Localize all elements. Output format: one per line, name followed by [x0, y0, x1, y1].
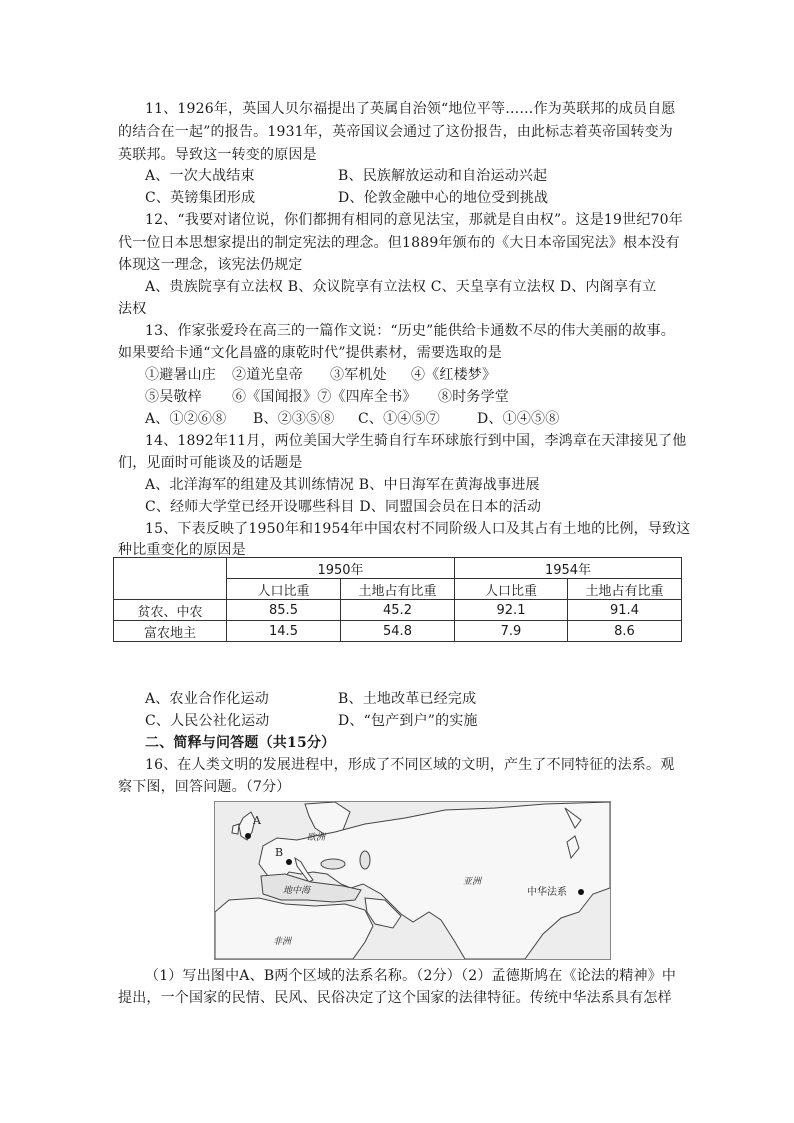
table-cell: 91.4: [568, 600, 682, 621]
legal-systems-map: [214, 801, 611, 960]
q13-item-3: ③军机处: [330, 367, 387, 383]
q13-item-2: ②道光皇帝: [232, 367, 303, 383]
q13-item-8: ⑧时务学堂: [438, 389, 509, 405]
q13-option-a: A、①②⑥⑧: [145, 411, 227, 427]
q12-stem-line-1: 12、“我要对诸位说，你们都拥有相同的意见法宝，那就是自由权”。这是19世纪70年: [145, 212, 683, 228]
section-2-heading: 二、简释与问答题（共15分）: [145, 735, 336, 751]
map-svg: [215, 802, 610, 959]
q12-options-tail: 法权: [118, 301, 147, 317]
china-marker: [578, 889, 584, 895]
map-label-a: A: [253, 814, 261, 827]
map-label-b: B: [275, 846, 284, 859]
q13-option-b: B、②③⑤⑧: [253, 411, 335, 427]
table-subheader: 土地占有比重: [568, 579, 682, 600]
q13-item-5: ⑤吴敬梓: [145, 389, 202, 405]
map-label-sea: 地中海: [283, 886, 311, 896]
table-row: [114, 600, 682, 621]
q13-option-c: C、①④⑤⑦: [358, 411, 440, 427]
q12-stem-line-2: 代一位日本思想家提出的制定宪法的理念。但1889年颁布的《大日本帝国宪法》根本没有: [118, 235, 680, 251]
table-cell: 92.1: [455, 600, 568, 621]
q13-stem-line-1: 13、作家张爱玲在高三的一篇作文说：“历史”能供给卡通数不尽的伟大美丽的故事。: [145, 323, 675, 339]
table-subheader: 土地占有比重: [341, 579, 455, 600]
table-header-row: [114, 558, 682, 579]
q16-sub-line-1: （1）写出图中A、B两个区域的法系名称。（2分）（2）孟德斯鸠在《论法的精神》中: [145, 968, 677, 984]
map-label-europe: 欧洲: [307, 833, 326, 843]
table-year-1954: 1954年: [455, 558, 682, 579]
q15-stem-line-2: 种比重变化的原因是: [118, 542, 246, 558]
q11-option-b: B、民族解放运动和自治运动兴起: [338, 168, 548, 184]
q16-stem-line-1: 16、在人类文明的发展进程中，形成了不同区域的文明，产生了不同特征的法系。观: [145, 757, 675, 773]
q16-sub-line-2: 提出，一个国家的民情、民风、民俗决定了这个国家的法律特征。传统中华法系具有怎样: [118, 990, 672, 1006]
q14-options-line-1: A、北洋海军的组建及其训练情况 B、中日海军在黄海战事进展: [145, 477, 540, 493]
q14-options-line-2: C、经师大学堂已经开设哪些科目 D、同盟国会员在日本的活动: [145, 499, 542, 515]
q12-options: A、贵族院享有立法权 B、众议院享有立法权 C、天皇享有立法权 D、内阁享有立: [145, 279, 657, 295]
q14-stem-line-2: 们，见面时可能谈及的话题是: [118, 455, 303, 471]
q15-option-c: C、人民公社化运动: [145, 713, 270, 729]
q11-stem-line-3: 英联邦。导致这一转变的原因是: [118, 147, 317, 163]
q13-item-1: ①避暑山庄: [145, 367, 216, 383]
table-corner-cell: [114, 558, 227, 600]
map-label-asia: 亚洲: [463, 877, 482, 887]
q14-stem-line-1: 14、1892年11月，两位美国大学生骑自行车环球旅行到中国，李鸿章在天津接见了他: [145, 433, 687, 449]
q13-stem-line-2: 如果要给卡通“文化昌盛的康乾时代”提供素材，需要选取的是: [118, 345, 502, 361]
table-subheader: 人口比重: [227, 579, 341, 600]
table-subheader: 人口比重: [455, 579, 568, 600]
table-cell: 8.6: [568, 621, 682, 642]
q15-option-d: D、“包产到户”的实施: [338, 713, 478, 729]
table-cell: 54.8: [341, 621, 455, 642]
table-cell: 14.5: [227, 621, 341, 642]
q15-option-b: B、土地改革已经完成: [338, 691, 477, 707]
table-year-1950: 1950年: [227, 558, 455, 579]
q11-stem-line-2: 的结合在一起”的报告。1931年，英帝国议会通过了这份报告，由此标志着英帝国转变为: [118, 124, 673, 140]
q12-stem-line-3: 体现这一理念，该宪法仍规定: [118, 257, 303, 273]
q11-option-d: D、伦敦金融中心的地位受到挑战: [338, 190, 549, 206]
table-cell: 45.2: [341, 600, 455, 621]
q11-option-c: C、英镑集团形成: [145, 190, 256, 206]
q13-item-4: ④《红楼梦》: [411, 367, 497, 383]
q16-stem-line-2: 察下图，回答问题。（7分）: [118, 779, 291, 795]
table-row-label: 贫农、中农: [114, 600, 227, 621]
q11-option-a: A、一次大战结束: [145, 168, 255, 184]
map-label-china-law: 中华法系: [527, 887, 567, 898]
q11-stem-line-1: 11、1926年，英国人贝尔福提出了英属自治领“地位平等……作为英联邦的成员自愿: [145, 101, 676, 117]
q13-item-6-7: ⑥《国闻报》⑦《四库全书》: [232, 389, 417, 405]
q15-table: [113, 557, 682, 642]
table-cell: 85.5: [227, 600, 341, 621]
point-b-marker: [286, 859, 292, 865]
q15-option-a: A、农业合作化运动: [145, 691, 269, 707]
point-a-marker: [245, 833, 251, 839]
table-row-label: 富农地主: [114, 621, 227, 642]
q15-stem-line-1: 15、下表反映了1950年和1954年中国农村不同阶级人口及其占有土地的比例，导致这: [145, 521, 691, 537]
table-cell: 7.9: [455, 621, 568, 642]
q13-option-d: D、①④⑤⑧: [477, 411, 560, 427]
table-row: [114, 621, 682, 642]
map-label-africa: 非洲: [273, 937, 292, 947]
